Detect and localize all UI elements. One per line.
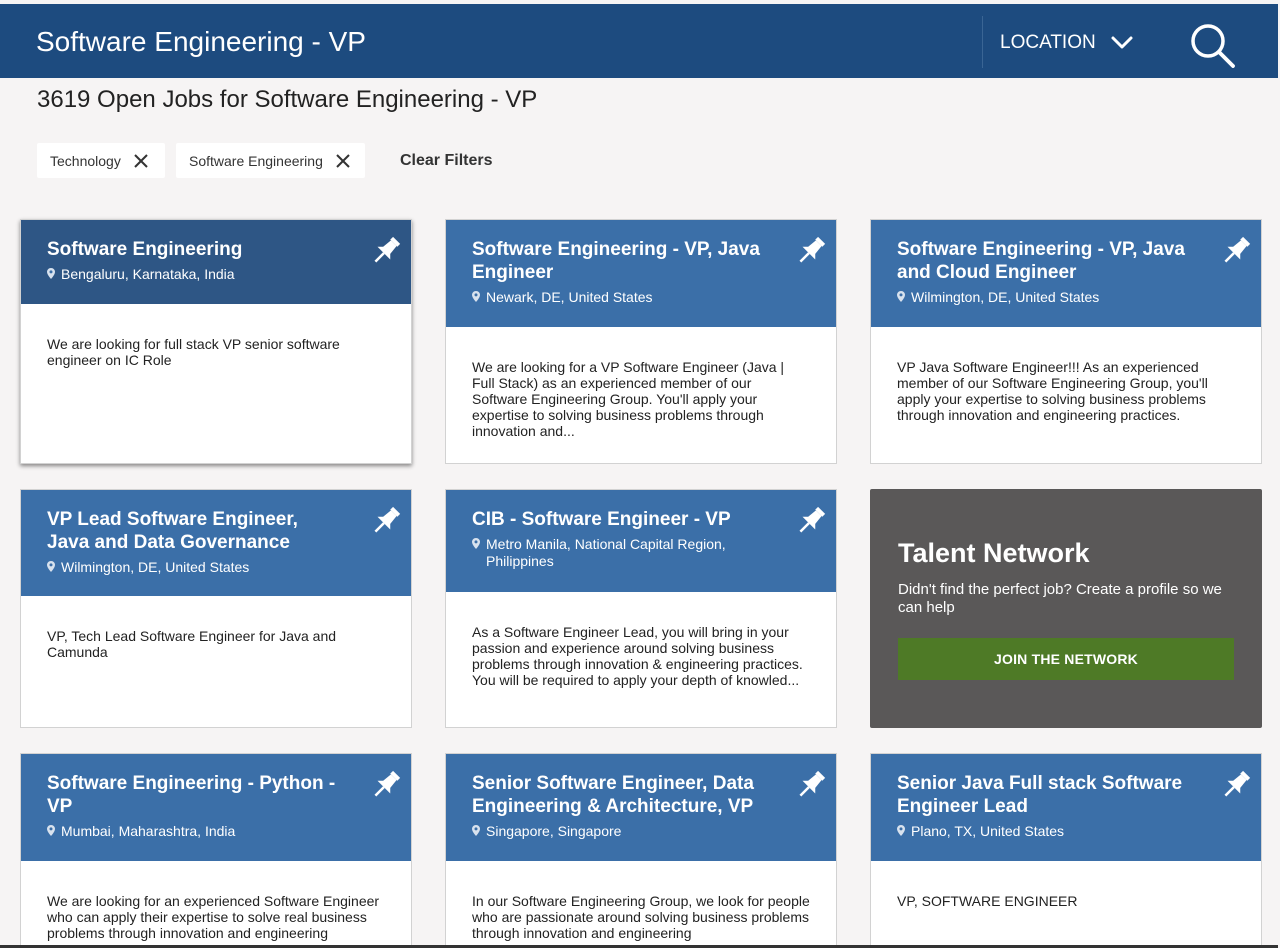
pin-icon[interactable] <box>1219 768 1253 802</box>
map-pin-icon <box>897 291 905 302</box>
job-location <box>472 823 766 840</box>
map-pin-icon <box>897 825 905 836</box>
job-search-input[interactable] <box>36 20 936 64</box>
pin-icon[interactable] <box>1219 234 1253 268</box>
job-description: VP, Tech Lead Software Engineer for Java and Camunda <box>47 628 337 660</box>
job-card[interactable] <box>445 489 837 728</box>
map-pin-icon <box>47 561 55 572</box>
job-description: VP, SOFTWARE ENGINEER <box>897 893 1078 909</box>
job-card[interactable] <box>20 489 412 728</box>
map-pin-icon <box>47 825 55 836</box>
chevron-down-icon <box>1110 31 1134 55</box>
job-location-text: Mumbai, Maharashtra, India <box>61 823 236 839</box>
pin-icon[interactable] <box>369 504 403 538</box>
job-card[interactable] <box>445 753 837 948</box>
job-location <box>897 823 1191 840</box>
job-title[interactable]: Software Engineering - VP, Java and Cloud Engineer <box>897 239 1185 283</box>
results-heading-text: Open Jobs for Software Engineering - VP <box>90 86 538 113</box>
pin-icon[interactable] <box>794 234 828 268</box>
join-network-button[interactable]: JOIN THE NETWORK <box>898 638 1234 680</box>
job-location-text: Wilmington, DE, United States <box>61 559 250 575</box>
job-location <box>472 536 766 570</box>
job-location-text: Plano, TX, United States <box>911 823 1065 839</box>
job-title[interactable]: VP Lead Software Engineer, Java and Data Governance <box>47 509 298 553</box>
job-card-header <box>21 754 411 861</box>
job-location <box>472 289 766 306</box>
job-description: We are looking for a VP Software Engineer (Java | Full Stack) as an experienced member of our Software Engineering Group. You'll apply your expertise to solving business problems through innovation and... <box>472 359 785 439</box>
job-description: We are looking for an experienced Software Engineer who can apply their expertise to solve real business problems through innovation and engineering <box>47 893 380 941</box>
map-pin-icon <box>472 291 480 302</box>
job-card[interactable] <box>870 753 1262 948</box>
talent-network-text: Didn't find the perfect job? Create a profile so we can help <box>898 581 1222 616</box>
job-card-header <box>21 220 411 304</box>
job-location-text: Newark, DE, United States <box>486 289 653 305</box>
search-icon[interactable] <box>1188 22 1236 68</box>
pin-icon[interactable] <box>794 768 828 802</box>
map-pin-icon <box>472 538 480 549</box>
results-heading <box>37 86 537 114</box>
job-title[interactable]: Software Engineering - Python - VP <box>47 773 336 817</box>
job-description: As a Software Engineer Lead, you will bring in your passion and experience around solving business problems through innovation & engineering practices. You will be required to apply your depth of knowled... <box>472 624 803 688</box>
job-description: VP Java Software Engineer!!! As an experienced member of our Software Engineering Group, you'll apply your expertise to solving business problems through innovation and engineering practices. <box>897 359 1208 423</box>
job-card-header <box>871 220 1261 327</box>
job-title[interactable]: Senior Software Engineer, Data Engineering & Architecture, VP <box>472 773 754 817</box>
job-card[interactable] <box>870 219 1262 464</box>
job-card-header <box>21 490 411 596</box>
location-label: LOCATION <box>1000 32 1096 53</box>
pin-icon[interactable] <box>369 768 403 802</box>
filter-chip-technology <box>37 143 165 178</box>
filter-chip-software-engineering <box>176 143 365 178</box>
job-card[interactable] <box>20 219 412 464</box>
job-card-header <box>446 490 836 592</box>
pin-icon[interactable] <box>369 234 403 268</box>
job-location-text: Bengaluru, Karnataka, India <box>61 266 235 282</box>
job-card[interactable] <box>445 219 837 464</box>
job-location-text: Wilmington, DE, United States <box>911 289 1100 305</box>
job-location <box>47 559 341 576</box>
results-count: 3619 <box>37 86 91 113</box>
header-divider <box>982 16 983 68</box>
close-icon[interactable] <box>133 153 149 169</box>
job-card-header <box>446 220 836 327</box>
filter-chip-label: Technology <box>50 152 121 169</box>
pin-icon[interactable] <box>794 504 828 538</box>
top-search-bar <box>0 4 1278 78</box>
job-location <box>47 823 341 840</box>
job-description: In our Software Engineering Group, we look for people who are passionate around solving business problems through innovation and engineering <box>472 893 810 941</box>
job-title[interactable]: Senior Java Full stack Software Engineer Lead <box>897 773 1183 817</box>
job-location <box>47 266 341 283</box>
job-location <box>897 289 1191 306</box>
job-location-text: Metro Manila, National Capital Region, Philippines <box>486 536 726 569</box>
job-title[interactable]: CIB - Software Engineer - VP <box>472 509 731 530</box>
job-description: We are looking for full stack VP senior software engineer on IC Role <box>47 336 340 368</box>
close-icon[interactable] <box>335 153 351 169</box>
talent-network-panel <box>870 489 1262 728</box>
job-location-text: Singapore, Singapore <box>486 823 622 839</box>
map-pin-icon <box>472 825 480 836</box>
location-dropdown[interactable] <box>1000 30 1134 56</box>
job-card[interactable] <box>20 753 412 948</box>
job-title[interactable]: Software Engineering <box>47 239 243 260</box>
job-title[interactable]: Software Engineering - VP, Java Engineer <box>472 239 760 283</box>
clear-filters-link[interactable]: Clear Filters <box>400 152 493 169</box>
talent-network-title: Talent Network <box>898 538 1090 568</box>
filter-chip-label: Software Engineering <box>189 152 323 169</box>
job-card-header <box>446 754 836 861</box>
job-card-header <box>871 754 1261 861</box>
map-pin-icon <box>47 268 55 279</box>
